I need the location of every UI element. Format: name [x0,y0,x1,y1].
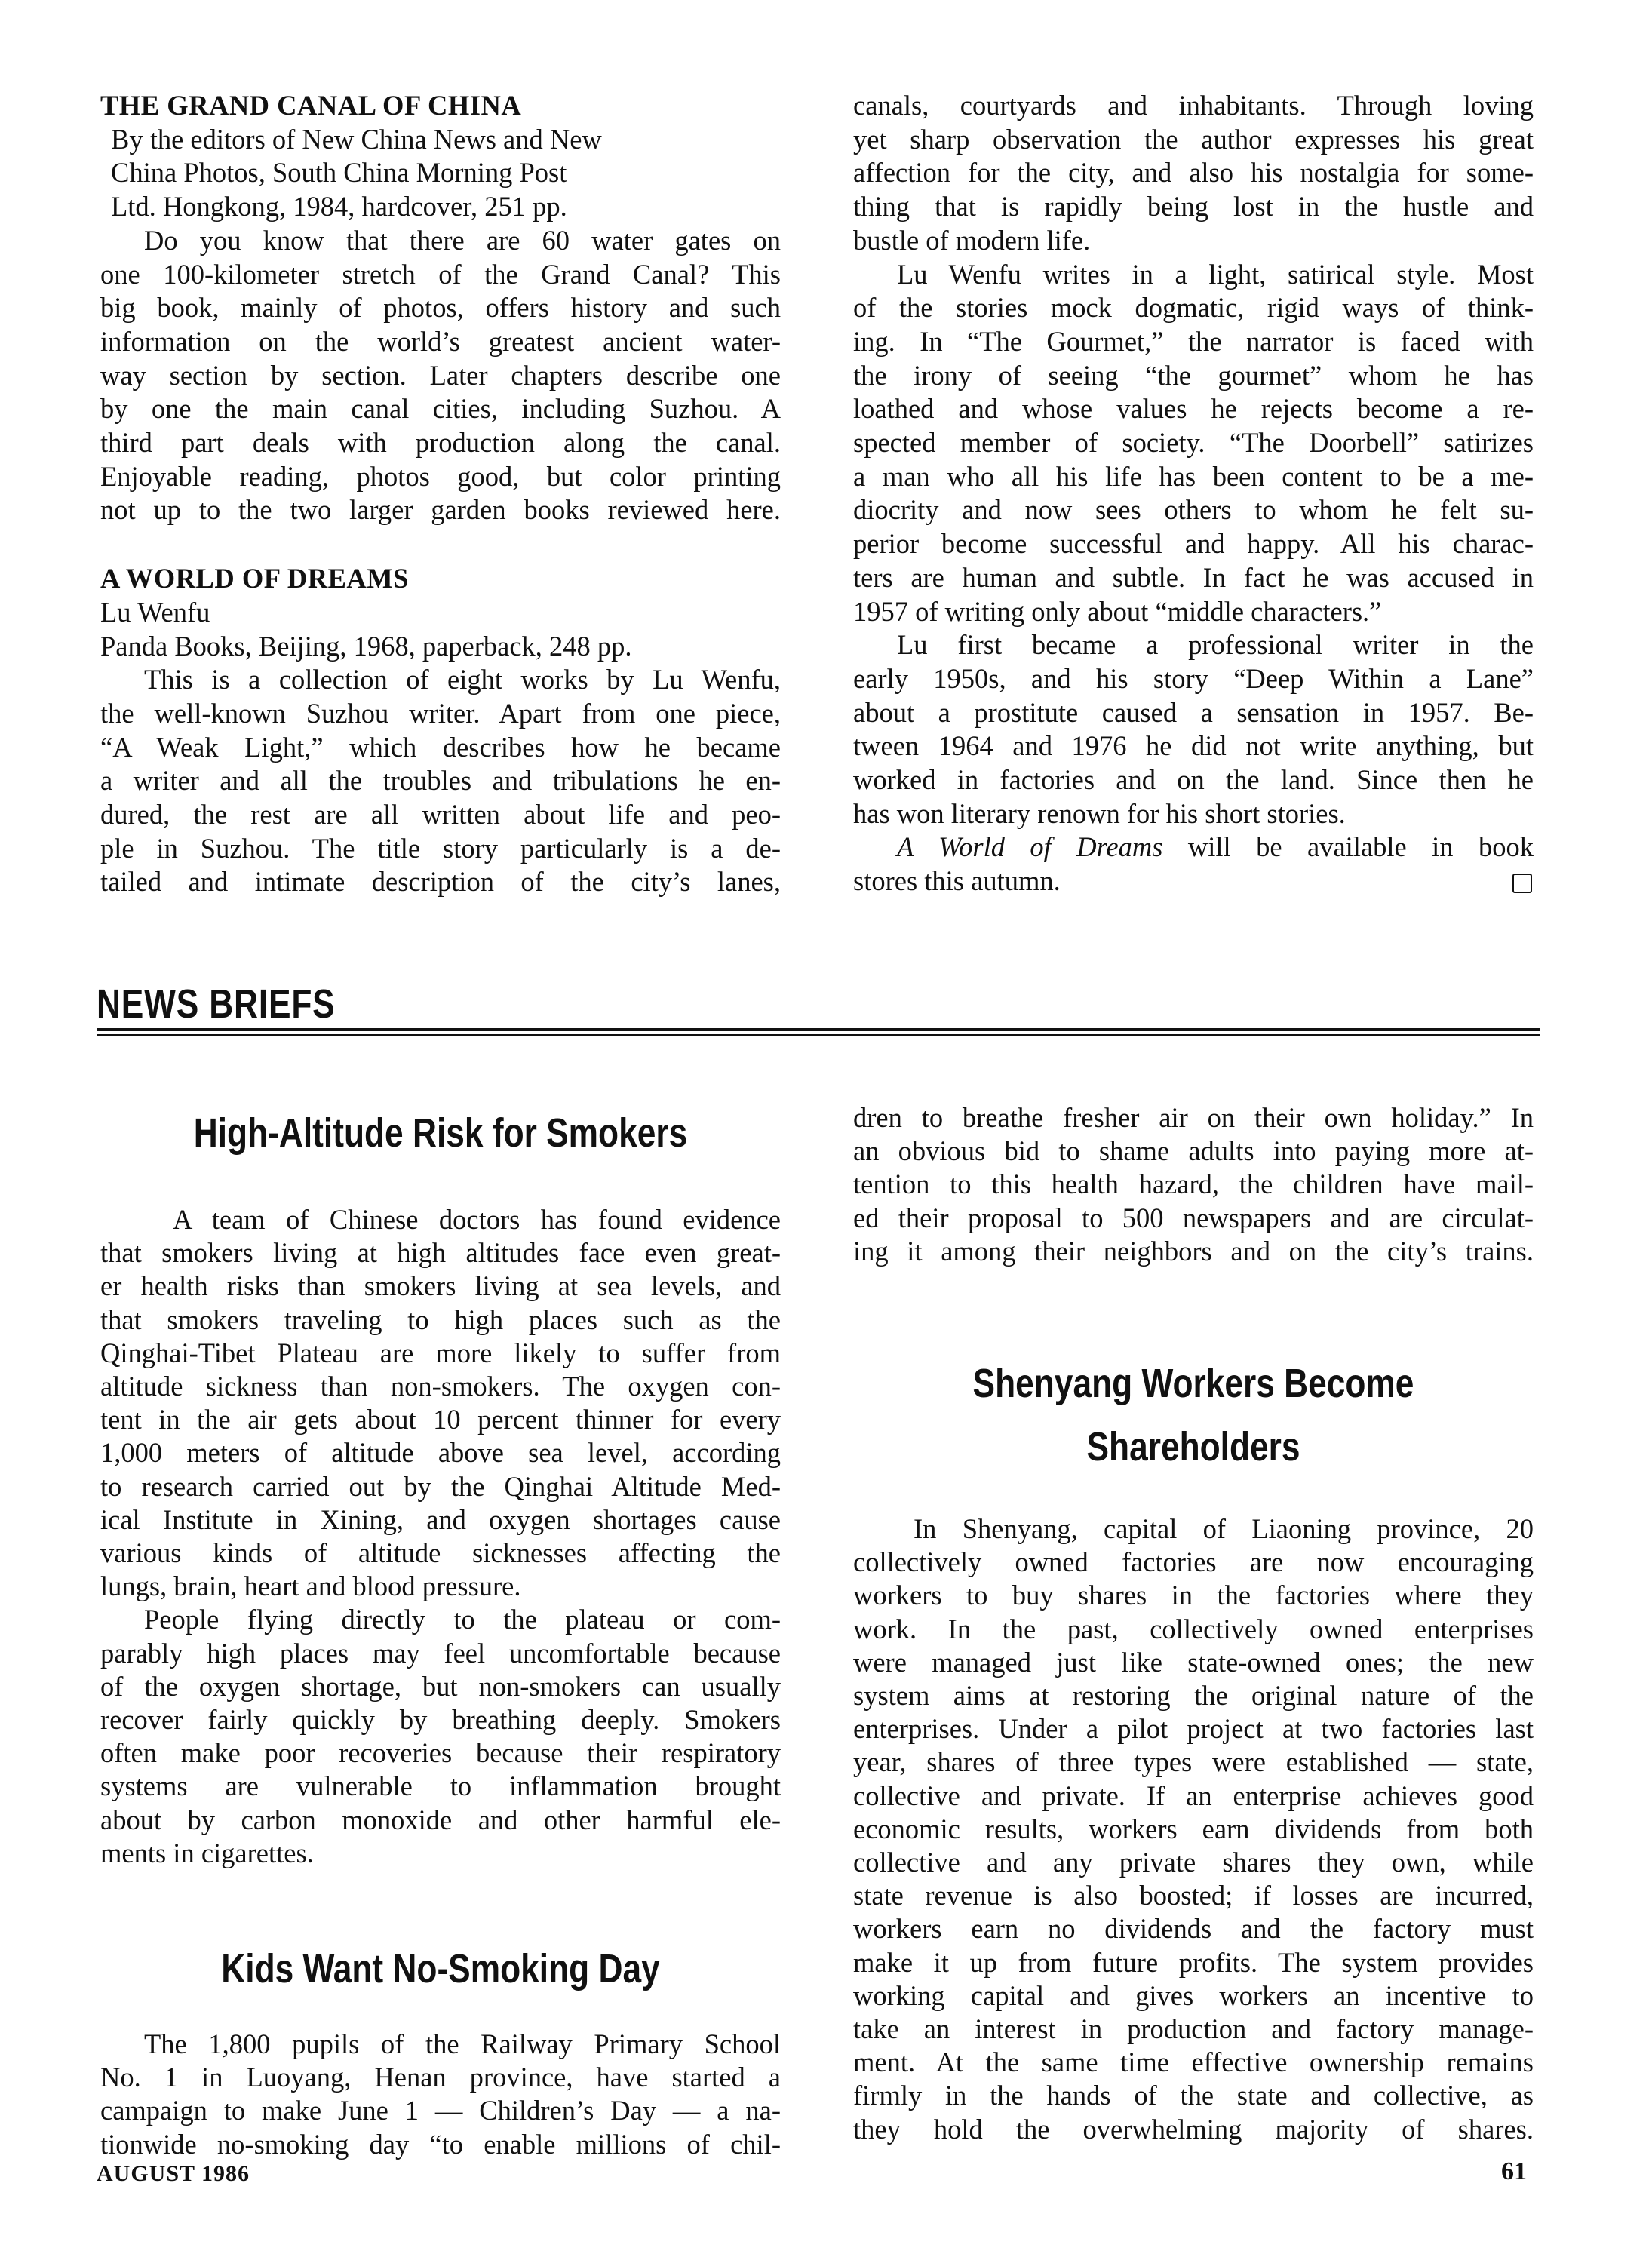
text-line: workers to buy shares in the factories where they [853,1580,1534,1611]
issue-date: AUGUST 1986 [97,2161,250,2186]
article-kids-part1 [100,2028,781,2161]
text-line: work. In the past, collectively owned enterprises [853,1613,1534,1644]
text-line: third part deals with production along the canal. [100,427,781,459]
text-line: ment. At the same time effective ownership remains [853,2047,1534,2078]
text-line: affection for the city, and also his nostalgia for some- [853,157,1534,189]
text-line: that smokers living at high altitudes face even great- [100,1237,781,1269]
text-line: spected member of society. “The Doorbell” satirizes [853,427,1534,459]
text-line: they hold the overwhelming majority of shares. [853,2113,1534,2145]
text-line: ments in cigarettes. [100,1837,314,1868]
text-line: ple in Suzhou. The title story particularly is a de- [100,832,781,864]
text-line: “A Weak Light,” which describes how he became [100,731,781,763]
book-title-italic: A World of Dreams [897,831,1163,863]
text-line: er health risks than smokers living at sea levels, and [100,1270,781,1302]
headline-smokers: High-Altitude Risk for Smokers [193,1110,688,1156]
text-line: lungs, brain, heart and blood pressure. [100,1571,521,1602]
text-line: The 1,800 pupils of the Railway Primary School [144,2028,781,2059]
section-title: NEWS BRIEFS [97,981,336,1027]
text-line: an obvious bid to shame adults into paying more at- [853,1135,1534,1167]
text-line: tention to this health hazard, the children have mail- [853,1168,1534,1200]
article-kids-part2 [853,1101,1534,1268]
review-column-right [853,89,1534,898]
text-line: ical Institute in Xining, and oxygen shortages cause [100,1503,781,1535]
end-of-article-icon [1512,874,1532,893]
text-line: of the oxygen shortage, but non-smokers can usually [100,1670,781,1702]
text-line: take an interest in production and factory manage- [853,2013,1534,2045]
text-line: economic results, workers earn dividends from both [853,1813,1534,1844]
text-line: workers earn no dividends and the factory must [853,1913,1534,1945]
meta-line: By the editors of New China News and New [111,123,602,155]
article-paragraph [100,1203,781,1603]
text-line [853,831,1534,864]
review-body-world-of-dreams-part2 [853,89,1534,258]
article-shenyang [853,1512,1534,2146]
article-paragraph [100,2028,781,2161]
meta-line: Ltd. Hongkong, 1984, hardcover, 251 pp. [111,191,567,223]
text-line: ing it among their neighbors and on the city’s trains. [853,1235,1534,1267]
text-line: enterprises. Under a pilot project at two factories last [853,1713,1534,1745]
text-line: systems are vulnerable to inflammation brought [100,1770,781,1802]
text-line: collective and private. If an enterprise achieves good [853,1779,1534,1811]
text-line: A team of Chinese doctors has found evidence [173,1204,781,1235]
text-line: altitude sickness than non-smokers. The oxygen con- [100,1371,781,1402]
text-line [853,864,1534,898]
review-closing [853,831,1534,898]
text-line: early 1950s, and his story “Deep Within a Lane” [853,662,1534,694]
text-line: big book, mainly of photos, offers history and such [100,292,781,324]
text-line: yet sharp observation the author expresses his great [853,123,1534,155]
text-line: a writer and all the troubles and tribulations he en- [100,765,781,797]
headline-line: Shenyang Workers Become [972,1361,1414,1406]
article-paragraph [100,1603,781,1870]
text-line: the well-known Suzhou writer. Apart from one piece, [100,697,781,729]
text-line: dured, the rest are all written about life and peo- [100,799,781,831]
book-title-grand-canal: THE GRAND CANAL OF CHINA [100,90,522,121]
text-line: People flying directly to the plateau or com- [144,1604,781,1635]
text-line: thing that is rapidly being lost in the hustle and [853,191,1534,223]
text-line: No. 1 in Luoyang, Henan province, have started a [100,2062,781,2093]
text-line: diocrity and now sees others to whom he felt su- [853,494,1534,526]
text-line: collective and any private shares they own, while [853,1847,1534,1878]
text-line: state revenue is also boosted; if losses are incurred, [853,1880,1534,1911]
text-line: canals, courtyards and inhabitants. Through loving [853,90,1534,121]
text-line: working capital and gives workers an incentive to [853,1979,1534,2011]
headline-line: Shareholders [1086,1424,1300,1469]
text-line: Lu first became a professional writer in the [897,629,1534,661]
headline-kids: Kids Want No-Smoking Day [221,1946,660,1991]
text-line: parably high places may feel uncomfortable because [100,1637,781,1669]
section-rule [97,1028,1540,1031]
review-column-left [100,89,781,899]
review-body-world-of-dreams-part3 [853,258,1534,629]
text-line: not up to the two larger garden books reviewed here. [100,494,781,526]
text-line: Lu Wenfu writes in a light, satirical style. Most [897,258,1534,290]
text-line: Enjoyable reading, photos good, but color printing [100,460,781,492]
text-line: tent in the air gets about 10 percent thinner for every [100,1404,781,1435]
text-line: has won literary renown for his short stories. [853,797,1346,829]
text-line: bustle of modern life. [853,224,1091,256]
text-line: dren to breathe fresher air on their own holiday.” In [853,1102,1534,1133]
text-line: tionwide no-smoking day “to enable millions of chil- [100,2128,781,2160]
text-line: one 100-kilometer stretch of the Grand Canal? This [100,258,781,290]
text-line: 1957 of writing only about “middle characters.” [853,595,1382,627]
book-publisher: Panda Books, Beijing, 1968, paperback, 248 pp. [100,630,632,662]
text-line: were managed just like state-owned ones; the new [853,1646,1534,1678]
text-line: worked in factories and on the land. Since then he [853,764,1534,796]
text-line: year, shares of three types were established — state, [853,1746,1534,1778]
text-line: collectively owned factories are now encouraging [853,1546,1534,1578]
book-title-world-of-dreams: A WORLD OF DREAMS [100,563,410,594]
text-line: about by carbon monoxide and other harmful ele- [100,1804,781,1835]
article-paragraph [853,1512,1534,2146]
page-number: 61 [1501,2157,1527,2185]
article-smokers [100,1203,781,1870]
book-meta-grand-canal [100,123,781,224]
text-line: In Shenyang, capital of Liaoning province, 20 [914,1513,1534,1544]
text-line: loathed and whose values he rejects become a re- [853,393,1534,425]
text-line: This is a collection of eight works by Lu Wenfu, [144,664,781,695]
text-line: way section by section. Later chapters describe one [100,359,781,391]
text-line: often make poor recoveries because their respiratory [100,1737,781,1769]
text-line: make it up from future profits. The system provides [853,1946,1534,1978]
text-line: a man who all his life has been content to be a me- [853,460,1534,492]
text-line: ing. In “The Gourmet,” the narrator is faced with [853,325,1534,357]
text-line: by one the main canal cities, including Suzhou. A [100,393,781,425]
text-line: system aims at restoring the original nature of the [853,1680,1534,1712]
meta-line: China Photos, South China Morning Post [111,157,567,189]
text-line: perior become successful and happy. All his charac- [853,528,1534,560]
closing-text-2: stores this autumn. [853,865,1061,897]
text-line: campaign to make June 1 — Children’s Day — a na- [100,2095,781,2126]
closing-text: will be available in book [1162,831,1534,863]
text-line: ed their proposal to 500 newspapers and are circulat- [853,1202,1534,1233]
text-line: recover fairly quickly by breathing deeply. Smokers [100,1704,781,1736]
text-line: of the stories mock dogmatic, rigid ways of think- [853,292,1534,324]
text-line: about a prostitute caused a sensation in 1957. Be- [853,696,1534,728]
text-line: tailed and intimate description of the city’s lanes, [100,866,781,898]
review-body-grand-canal [100,224,781,527]
review-body-world-of-dreams-part4 [853,628,1534,831]
article-paragraph [853,1101,1534,1268]
section-rule-thin [97,1034,1540,1036]
text-line: 1,000 meters of altitude above sea level, according [100,1437,781,1469]
text-line: Qinghai-Tibet Plateau are more likely to suffer from [100,1337,781,1368]
text-line: that smokers traveling to high places such as the [100,1303,781,1335]
text-line: Do you know that there are 60 water gates on [144,224,781,256]
text-line: various kinds of altitude sicknesses affecting the [100,1537,781,1569]
text-line: the irony of seeing “the gourmet” whom he has [853,359,1534,391]
text-line: to research carried out by the Qinghai Altitude Med- [100,1470,781,1502]
book-author: Lu Wenfu [100,596,210,628]
text-line: ters are human and subtle. In fact he was accused in [853,561,1534,593]
text-line: information on the world’s greatest ancient water- [100,325,781,357]
text-line: firmly in the hands of the state and collective, as [853,2080,1534,2111]
text-line: tween 1964 and 1976 he did not write anything, but [853,730,1534,762]
review-body-world-of-dreams-part1 [100,663,781,899]
headline-shenyang [914,1352,1472,1478]
